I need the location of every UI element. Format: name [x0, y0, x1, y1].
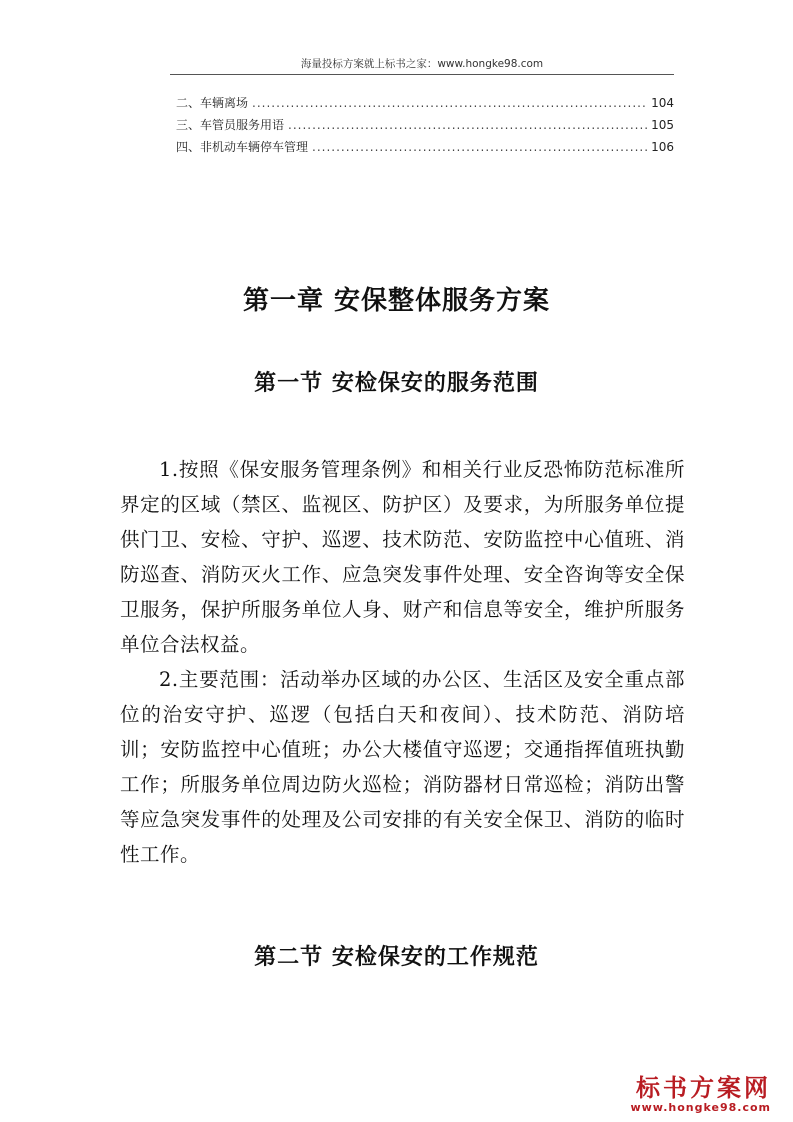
- page-header: 海量投标方案就上标书之家：www.hongke98.com: [300, 58, 544, 70]
- toc-entry-page: 106: [651, 140, 674, 154]
- toc-entry[interactable]: [170, 116, 674, 138]
- toc-entry-label: 四、非机动车辆停车管理: [176, 140, 309, 154]
- toc-entry[interactable]: [170, 94, 674, 116]
- toc-entry-label: 三、车管员服务用语: [176, 118, 285, 132]
- brand-logo-text: 标书方案网: [636, 1074, 771, 1102]
- toc-entry[interactable]: [170, 138, 674, 160]
- toc-entry-page: 104: [651, 96, 674, 110]
- chapter-title: 第一章 安保整体服务方案: [242, 286, 551, 316]
- toc-leader-dots: [312, 140, 647, 154]
- brand-url: www.hongke98.com: [630, 1101, 771, 1114]
- table-of-contents: [170, 94, 674, 160]
- toc-entry-label: 二、车辆离场: [176, 96, 249, 110]
- section-title-norms: 第二节 安检保安的工作规范: [254, 944, 539, 970]
- toc-leader-dots: [252, 96, 647, 110]
- brand-watermark: [630, 1068, 771, 1114]
- paragraph: 1.按照《保安服务管理条例》和相关行业反恐怖防范标准所界定的区域（禁区、监视区、防护区）及要求，为所服务单位提供门卫、安检、守护、巡逻、技术防范、安防监控中心值班、消防巡查、消防灭火工作、应急突发事件处理、安全咨询等安全保卫服务，保护所服务单位人身、财产和信息等安全，维护所服务单位合法权益。: [120, 458, 685, 656]
- toc-leader-dots: [288, 118, 647, 132]
- header-divider: [170, 74, 674, 75]
- section-title-scope: 第一节 安检保安的服务范围: [254, 370, 539, 396]
- section-body: [120, 452, 685, 872]
- paragraph: 2.主要范围：活动举办区域的办公区、生活区及安全重点部位的治安守护、巡逻（包括白天和夜间）、技术防范、消防培训；安防监控中心值班；办公大楼值守巡逻；交通指挥值班执勤工作；所服务单位周边防火巡检；消防器材日常巡检；消防出警等应急突发事件的处理及公司安排的有关安全保卫、消防的临时性工作。: [120, 668, 685, 866]
- toc-entry-page: 105: [651, 118, 674, 132]
